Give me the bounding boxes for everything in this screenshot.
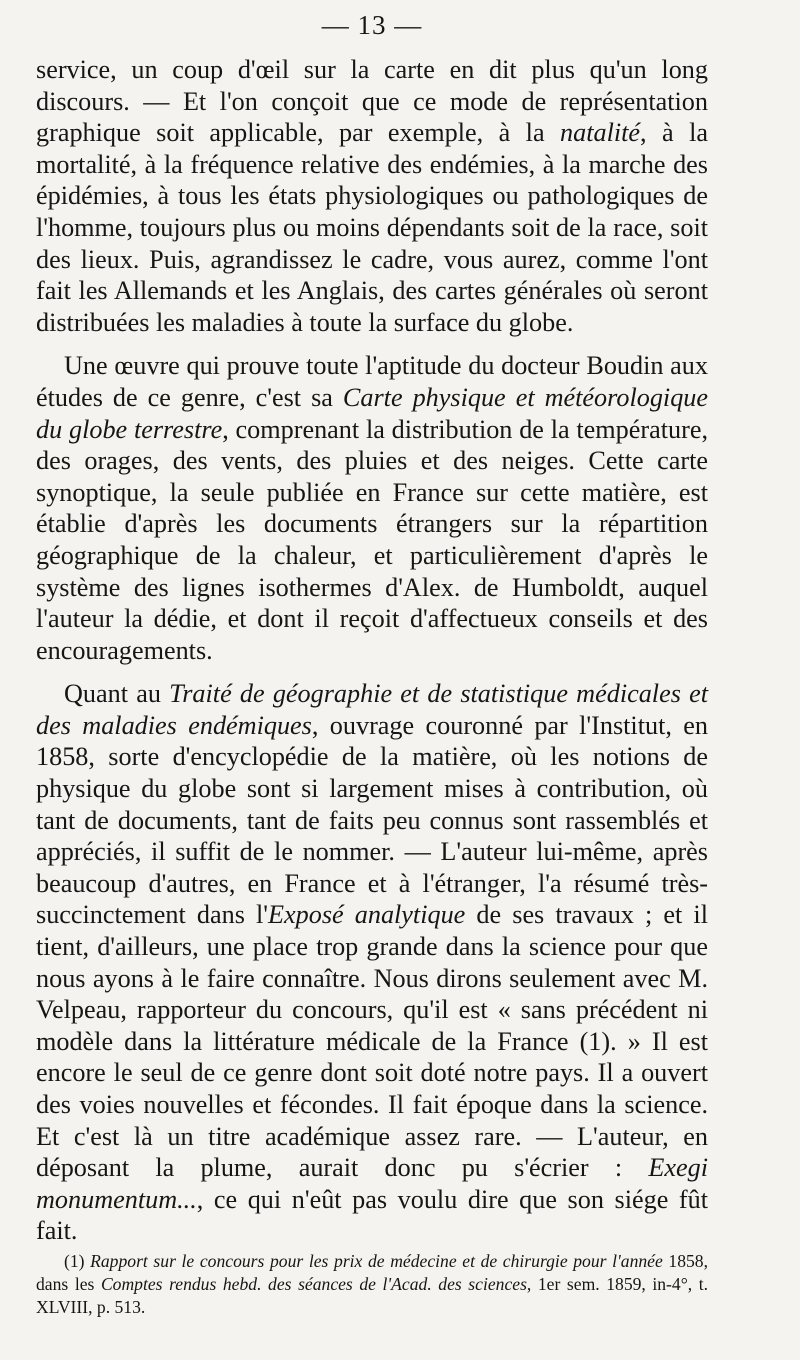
paragraph-2-text-2: , comprenant la distribution de la température, des orages, des vents, des pluies et des neiges. Cette carte synoptique, la seule publiée en France sur cette matière, est établie d'après les documents étrangers sur la répartition géographique de la chaleur, et particulièrement d'après le système des lignes isothermes d'Alex. de Humboldt, auquel l'auteur la dédie, et dont il reçoit d'affectueux conseils et des encouragements.: [36, 414, 708, 665]
paragraph-1-italic-1: natalité: [560, 118, 641, 148]
paragraph-3-italic-1: Traité de géographie et de statistique médicales et des maladies endémiques: [36, 679, 708, 740]
body-text: [36, 54, 708, 1247]
paragraph-2: [36, 350, 708, 666]
footnote-italic-2: Comptes rendus hebd. des séances de l'Acad. des sciences: [100, 1274, 527, 1294]
footnote-text-1: 1858, dans les: [36, 1251, 708, 1294]
paragraph-3-text-4: , ce qui n'eût pas voulu dire que son siége fût fait.: [36, 1184, 708, 1246]
paragraph-1: [36, 54, 708, 338]
paragraph-1-text-1: service, un coup d'œil sur la carte en dit plus qu'un long discours. — Et l'on conçoit que ce mode de représentation graphique soit applicable, par exemple, à la: [36, 55, 708, 148]
paragraph-3-text-3: de ses travaux ; et il tient, d'ailleurs, une place trop grande dans la science pour que nous ayons à le faire connaître. Nous dirons seulement avec M. Velpeau, rapporteur du concours, qu'il est « sans précédent ni modèle dans la littérature médicale de la France (1). » Il est encore le seul de ce genre dont soit doté notre pays. Il a ouvert des voies nouvelles et fécondes. Il fait époque dans la science. Et c'est là un titre académique assez rare. — L'auteur, en déposant la plume, aurait donc pu s'écrier :: [36, 900, 708, 1183]
paragraph-2-text-1: Une œuvre qui prouve toute l'aptitude du docteur Boudin aux études de ce genre, c'est sa: [36, 351, 708, 412]
footnote-body: [36, 1250, 708, 1319]
paragraph-3-italic-3: Exegi monumentum...: [36, 1153, 708, 1214]
paragraph-3-italic-2: Exposé analytique: [268, 900, 466, 930]
page-number: — 13 —: [321, 10, 423, 40]
paragraph-1-text-2: , à la mortalité, à la fréquence relative des endémies, à la marche des épidémies, à tous les états physiologiques ou pathologiques de l'homme, toujours plus ou moins dépendants soit de la race, soit des lieux. Puis, agrandissez le cadre, vous aurez, comme l'ont fait les Allemands et les Anglais, des cartes générales où seront distribuées les maladies à toute la surface du globe.: [36, 118, 709, 337]
paragraph-3: [36, 678, 708, 1247]
paragraph-3-text-1: Quant au: [64, 679, 170, 709]
footnote-italic-1: Rapport sur le concours pour les prix de médecine et de chirurgie pour l'année: [90, 1251, 663, 1271]
footnote-marker: (1): [64, 1251, 91, 1271]
paragraph-2-italic-1: Carte physique et météorologique du globe terrestre: [36, 382, 709, 444]
footnote-text-2: , 1er sem. 1859, in-4°, t. XLVIII, p. 513.: [36, 1274, 708, 1317]
footnote: [36, 1250, 708, 1319]
paragraph-3-text-2: , ouvrage couronné par l'Institut, en 1858, sorte d'encyclopédie de la matière, où les notions de physique du globe sont si largement mises à contribution, où tant de documents, tant de faits peu connus sont rassemblés et appréciés, il suffit de le nommer. — L'auteur lui-même, après beaucoup d'autres, en France et à l'étranger, l'a résumé très-succinctement dans l': [36, 710, 708, 930]
